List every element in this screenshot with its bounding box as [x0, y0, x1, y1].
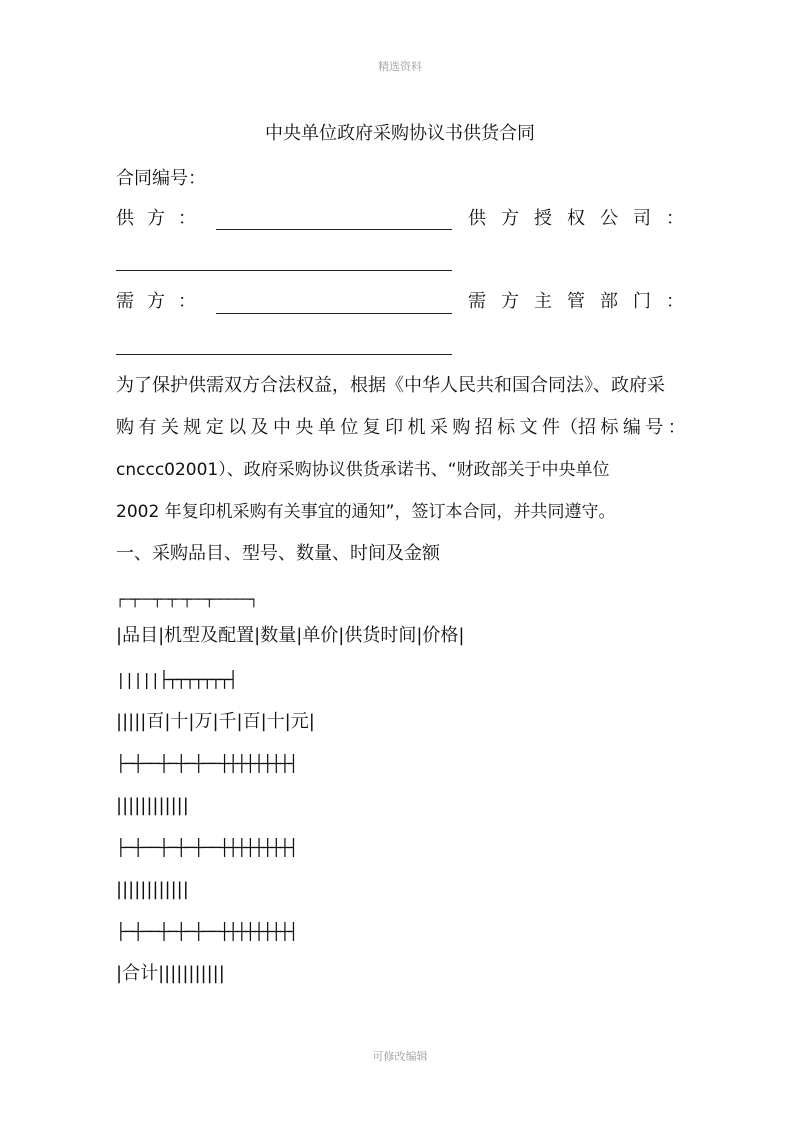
paragraph-char: 中 [272, 417, 291, 438]
label-char: 公 [600, 208, 618, 229]
table-header-row: |品目|机型及配置|数量|单价|供货时间|价格| [116, 625, 465, 646]
label-char: 主 [534, 291, 552, 312]
table-border-top: ┌─┬──┬─┬─┬──┬─────┐ [116, 592, 258, 608]
table-data-row-2: |||||||||||| [116, 879, 189, 900]
paragraph-line-1: 为了保护供需双方合法权益，根据《中华人民共和国合同法》、政府采 [116, 375, 665, 396]
section-1-heading: 一、采购品目、型号、数量、时间及金额 [116, 543, 440, 564]
table-total-row: |合计||||||||||| [116, 963, 225, 984]
label-char: 方 [501, 291, 519, 312]
paragraph-char: 印 [385, 417, 404, 438]
supplier-label-char: ： [178, 208, 196, 229]
supplier-authorized-company-field[interactable] [116, 270, 452, 271]
buyer-department-label [468, 290, 684, 314]
paragraph-char: 号 [645, 417, 664, 438]
contract-number-label: 合同编号： [116, 168, 206, 189]
contract-title: 中央单位政府采购协议书供货合同 [265, 123, 535, 144]
table-subheader-border: |||||├┬┬┬┬┬┬┬┤ [116, 670, 237, 689]
paragraph-char: 及 [250, 417, 269, 438]
paragraph-line-2 [116, 416, 686, 440]
paragraph-char: 央 [295, 417, 314, 438]
label-char: 需 [468, 291, 486, 312]
label-char: ： [666, 208, 684, 229]
paragraph-char: 规 [183, 417, 202, 438]
paragraph-char: 标 [497, 417, 516, 438]
table-data-row-1: |||||||||||| [116, 795, 189, 816]
buyer-label-char: 需 [116, 291, 134, 312]
paragraph-char: 关 [160, 417, 179, 438]
paragraph-char: 购 [116, 417, 134, 438]
paragraph-char: 件（招 [542, 417, 597, 438]
buyer-name-field[interactable] [216, 313, 452, 314]
label-char: 供 [468, 208, 486, 229]
label-char: 方 [501, 208, 519, 229]
label-char: 权 [567, 208, 585, 229]
footer-note: 可修改编辑 [372, 1050, 428, 1063]
paragraph-char: ： [667, 417, 686, 438]
paragraph-char: 位 [340, 417, 359, 438]
table-divider-1: ├─┼──┼─┼─┼──┼┼┼┼┼┼┼┼┤ [116, 754, 298, 773]
supplier-label [116, 207, 196, 231]
paragraph-char: 单 [317, 417, 336, 438]
buyer-label-char: ： [178, 291, 196, 312]
supplier-label-char: 供 [116, 208, 134, 229]
label-char: 司 [633, 208, 651, 229]
paragraph-char: 定 [205, 417, 224, 438]
supplier-authorized-company-label [468, 207, 684, 231]
paragraph-char: 文 [519, 417, 538, 438]
label-char: ： [666, 291, 684, 312]
buyer-label [116, 290, 196, 314]
header-note: 精选资料 [378, 60, 422, 73]
supplier-label-char: 方 [147, 208, 165, 229]
paragraph-char: 购 [452, 417, 471, 438]
paragraph-char: 招 [474, 417, 493, 438]
table-divider-2: ├─┼──┼─┼─┼──┼┼┼┼┼┼┼┼┤ [116, 838, 298, 857]
paragraph-char: 机 [407, 417, 426, 438]
paragraph-char: 编 [622, 417, 641, 438]
paragraph-char: 有 [138, 417, 157, 438]
label-char: 部 [600, 291, 618, 312]
buyer-department-field[interactable] [116, 354, 452, 355]
paragraph-char: 复 [362, 417, 381, 438]
buyer-label-char: 方 [147, 291, 165, 312]
paragraph-char: 采 [429, 417, 448, 438]
paragraph-line-3: cnccc02001）、政府采购协议供货承诺书、“财政部关于中央单位 [116, 460, 610, 480]
label-char: 门 [633, 291, 651, 312]
label-char: 管 [567, 291, 585, 312]
paragraph-char: 标 [600, 417, 619, 438]
paragraph-line-4: 2002 年复印机采购有关事宜的通知”，签订本合同，并共同遵守。 [116, 502, 616, 522]
supplier-name-field[interactable] [216, 229, 452, 230]
table-price-units-row: |||||百|十|万|千|百|十|元| [116, 711, 315, 732]
paragraph-char: 以 [228, 417, 247, 438]
table-divider-3: ├─┼──┼─┼─┼──┼┼┼┼┼┼┼┼┤ [116, 922, 298, 941]
label-char: 授 [534, 208, 552, 229]
